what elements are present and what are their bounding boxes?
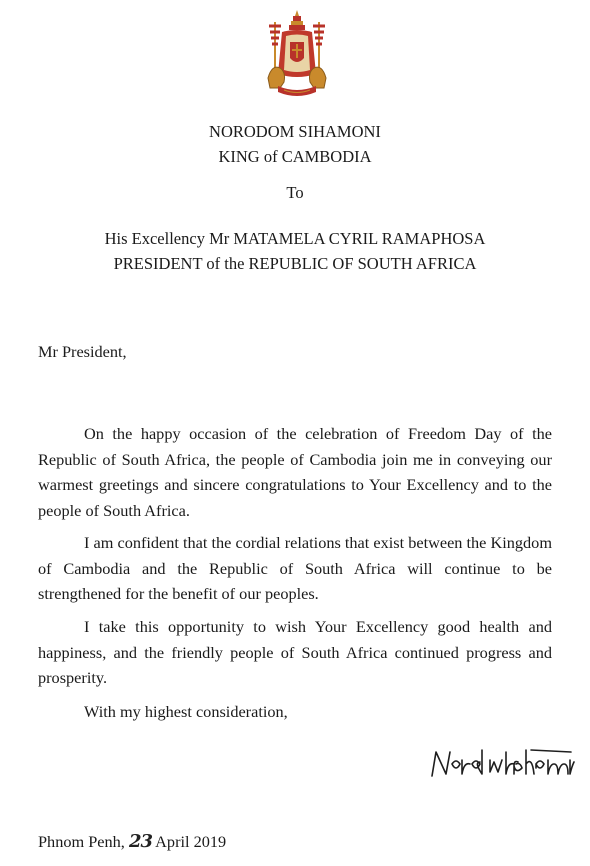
sender-title: KING of CAMBODIA [218,147,372,166]
month-year: April 2019 [155,832,227,851]
body-paragraph-1: On the happy occasion of the celebration of Freedom Day of the Republic of South Africa, the people of Cambodia join me in conveying our warmest greetings and sincere congratulations to Your Excellency and to the people of South Africa. [38,424,552,520]
royal-coat-of-arms-emblem [262,8,332,100]
recipient-name: His Excellency Mr MATAMELA CYRIL RAMAPHOSA [104,229,486,248]
sender-name: NORODOM SIHAMONI [209,122,381,141]
recipient-block [0,226,590,276]
place-and-date [38,830,226,854]
place-name: Phnom Penh, [38,832,125,851]
recipient-title: PRESIDENT of the REPUBLIC OF SOUTH AFRICA [113,254,477,273]
body-paragraph-3: I take this opportunity to wish Your Excellency good health and happiness, and the friendly people of South Africa continued progress and prosperity. [38,617,552,687]
closing-line: With my highest consideration, [84,702,288,721]
body-paragraph-2: I am confident that the cordial relations that exist between the Kingdom of Cambodia and the Republic of South Africa will continue to be strengthened for the benefit of our peoples. [38,533,552,603]
salutation: Mr President, [38,342,127,361]
to-label: To [286,183,304,202]
handwritten-signature [428,742,576,784]
handwritten-day: 23 [128,831,152,852]
letter-header [0,119,590,169]
